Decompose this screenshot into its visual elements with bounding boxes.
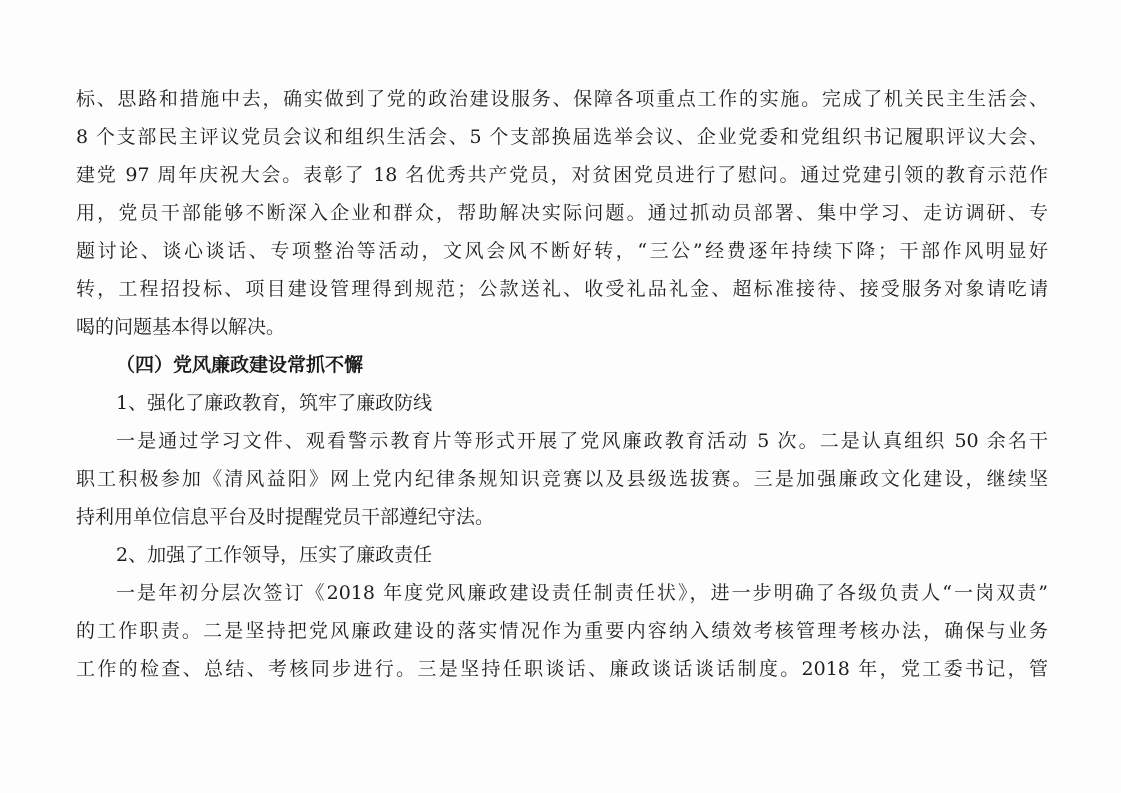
paragraph-line: 工作的检查、总结、考核同步进行。三是坚持任职谈话、廉政谈话谈话制度。2018 年，党工委书记，管 [76,658,1048,680]
paragraph-line: 8 个支部民主评议党员会议和组织生活会、5 个支部换届选举会议、企业党委和党组织书记履职评议大会、 [76,126,1048,148]
paragraph-line: 的工作职责。二是坚持把党风廉政建设的落实情况作为重要内容纳入绩效考核管理考核办法，确保与业务 [76,620,1048,642]
paragraph-line: 一是年初分层次签订《2018 年度党风廉政建设责任制责任状》，进一步明确了各级负责人“一岗双责” [116,582,1048,604]
paragraph-line: 职工积极参加《清风益阳》网上党内纪律条规知识竞赛以及县级选拔赛。三是加强廉政文化建设，继续坚 [76,468,1048,490]
paragraph-line: 持利用单位信息平台及时提醒党员干部遵纪守法。 [76,506,495,528]
paragraph-line: 转，工程招投标、项目建设管理得到规范；公款送礼、收受礼品礼金、超标准接待、接受服务对象请吃请 [76,278,1048,300]
paragraph-line: 建党 97 周年庆祝大会。表彰了 18 名优秀共产党员，对贫困党员进行了慰问。通过党建引领的教育示范作 [76,164,1048,186]
subsection-title: 2、加强了工作领导，压实了廉政责任 [116,544,433,566]
paragraph-line: 题讨论、谈心谈话、专项整治等活动，文风会风不断好转，“三公”经费逐年持续下降；干部作风明显好 [76,240,1048,262]
subsection-title: 1、强化了廉政教育，筑牢了廉政防线 [116,392,433,414]
section-heading: （四）党风廉政建设常抓不懈 [116,354,364,376]
paragraph-line: 用，党员干部能够不断深入企业和群众，帮助解决实际问题。通过抓动员部署、集中学习、走访调研、专 [76,202,1048,224]
paragraph-line: 标、思路和措施中去，确实做到了党的政治建设服务、保障各项重点工作的实施。完成了机关民主生活会、 [76,88,1048,110]
paragraph-line: 喝的问题基本得以解决。 [76,316,286,338]
paragraph-line: 一是通过学习文件、观看警示教育片等形式开展了党风廉政教育活动 5 次。二是认真组织 50 余名干 [116,430,1048,452]
